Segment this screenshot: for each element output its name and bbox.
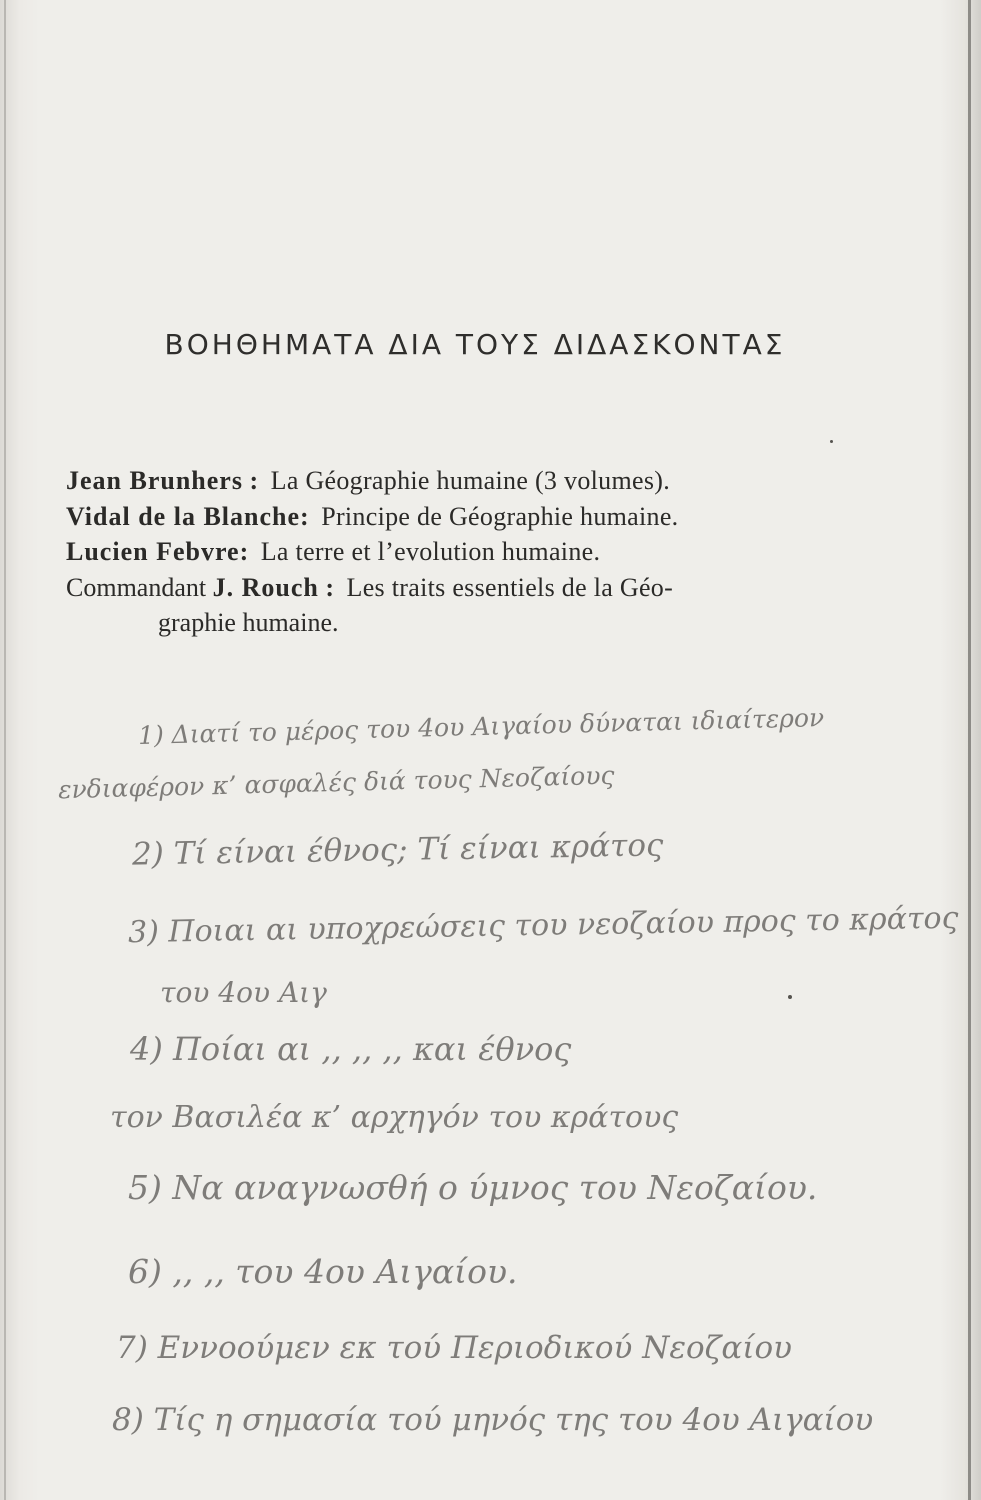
reference-author: Jean Brunhers [66,466,243,495]
handwritten-note: 1) Διατί το μέρος του 4ου Αιγαίου δύναται ιδιαίτερον [137,703,825,750]
reference-title: Principe de Géographie humaine. [321,501,679,531]
reference-separator: : [318,572,335,602]
handwritten-note: 3) Ποιαι αι υποχρεώσεις του νεοζαίου προς το κράτος [127,900,959,951]
reference-author: J. Rouch [212,572,319,602]
reference-author: Vidal de la Blanche [66,501,301,531]
reference-title: La terre et l’evolution humaine. [260,537,601,566]
handwritten-note: του 4ου Αιγ [160,976,327,1009]
reference-author: Lucien Febvre [66,537,240,566]
ink-speck [830,440,833,443]
handwritten-note: 8) Τίς η σημασία τού μηνός της του 4ου Αιγαίου [112,1402,874,1438]
reference-continuation: graphie humaine. [158,608,339,637]
handwritten-note: 5) Να αναγνωσθή ο ύμνος του Νεοζαίου. [128,1168,818,1207]
handwritten-note: 2) Τί είναι έθνος; Τί είναι κράτος [131,827,664,873]
handwritten-note: 4) Ποίαι αι ,, ,, ,, και έθνος [130,1030,572,1068]
handwritten-note: 6) ,, ,, του 4ου Αιγαίου. [128,1252,518,1291]
reference-list [66,463,906,641]
handwritten-note: ενδιαφέρον κ’ ασφαλές διά τους Νεοζαίους [57,760,615,805]
reference-separator: : [300,501,309,531]
handwritten-note: 7) Εννοούμεν εκ τού Περιοδικού Νεοζαίου [116,1330,793,1366]
handwritten-note: τον Βασιλέα κ’ αρχηγόν του κράτους [110,1100,679,1135]
reference-item [66,534,906,570]
handwritten-notes [0,690,981,1500]
reference-title: La Géographie humaine (3 volumes). [270,466,670,495]
ink-speck [788,995,792,999]
reference-item [66,463,906,499]
reference-rank: Commandant [66,572,213,602]
reference-separator: : [239,537,249,566]
reference-item [66,570,906,606]
reference-item [66,499,906,535]
reference-separator: : [242,466,259,495]
page-heading: ΒΟΗΘΗΜΑΤΑ ΔΙΑ ΤΟΥΣ ΔΙΔΑΣΚΟΝΤΑΣ [164,328,786,361]
reference-title: Les traits essentiels de la Géo- [346,572,674,602]
